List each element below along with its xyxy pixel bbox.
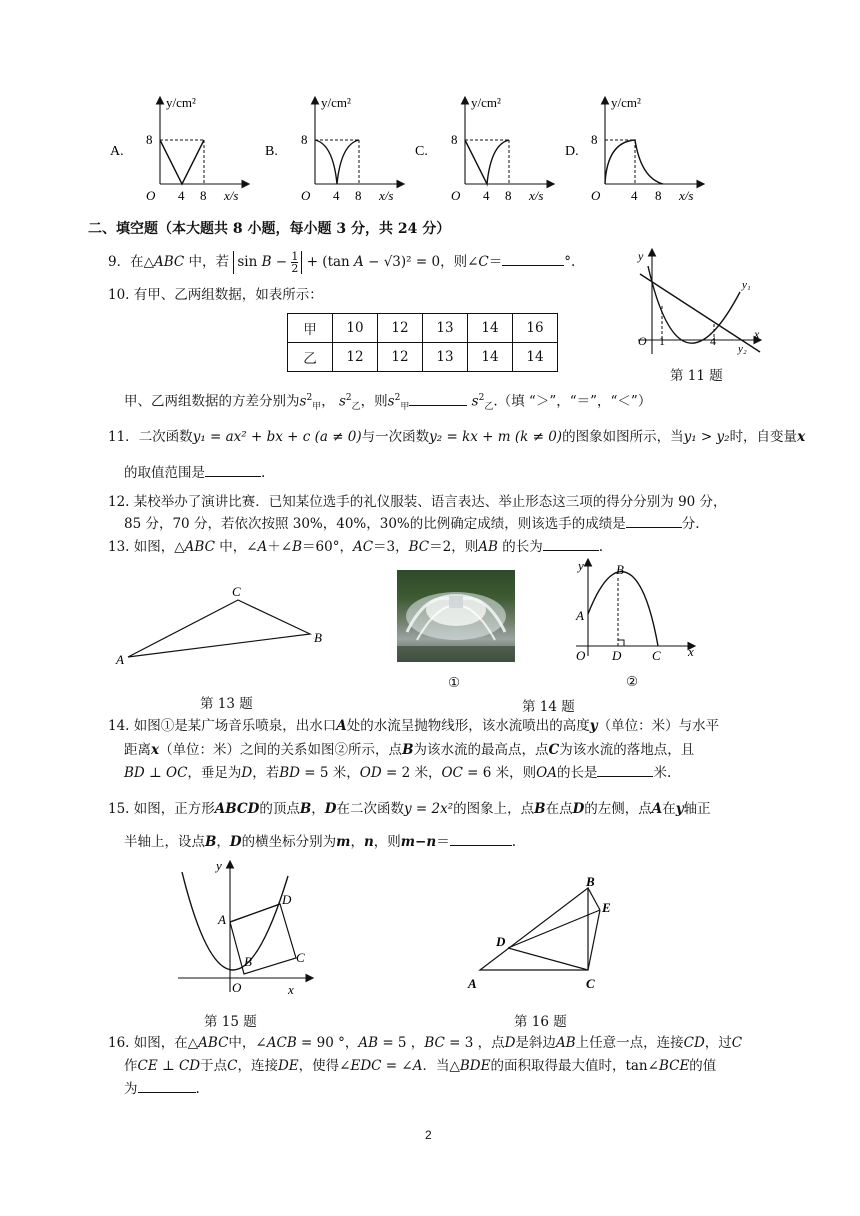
svg-text:B: B <box>244 954 252 969</box>
graph-label: ② <box>626 674 639 690</box>
figure-13-svg <box>110 580 340 680</box>
question-16-line3: 为 . <box>124 1081 200 1097</box>
figure-16 <box>466 872 616 1036</box>
figure-11-svg <box>630 244 770 384</box>
svg-text:x: x <box>688 644 694 659</box>
figure-15 <box>172 856 322 1036</box>
svg-text:A: A <box>116 652 124 667</box>
option-b-ylabel: y/cm² <box>321 95 351 110</box>
svg-text:4: 4 <box>178 188 185 203</box>
option-c-label: C. <box>415 144 428 159</box>
figure-11-caption: 第 11 题 <box>670 368 723 384</box>
figure-16-svg <box>466 872 616 997</box>
svg-text:E: E <box>602 900 611 915</box>
question-14-line2: 距离x（单位：米）之间的关系如图②所示，点B为该水流的最高点，点C为该水流的落地点，且 <box>124 742 695 758</box>
question-10-line2: 甲、乙两组数据的方差分别为$s^2_甲$， $s^2_乙$，则$s^2_甲$ $s^2_乙$.（填 “＞”，“＝”，“＜”） <box>124 393 652 413</box>
svg-text:x/s: x/s <box>379 188 394 203</box>
svg-text:y: y <box>216 858 222 873</box>
photo-label: ① <box>448 675 461 691</box>
page-number: 2 <box>425 1128 432 1142</box>
svg-text:4: 4 <box>333 188 340 203</box>
question-11-line2: 的取值范围是 . <box>124 465 266 481</box>
svg-text:O: O <box>146 188 156 203</box>
svg-text:A: A <box>576 608 584 623</box>
figure-15-svg <box>172 856 322 1001</box>
svg-text:O: O <box>301 188 311 203</box>
svg-text:x/s: x/s <box>529 188 544 203</box>
question-14: 14. 如图①是某广场音乐喷泉，出水口A处的水流呈抛物线形，该水流喷出的高度y（单位：米）与水平 <box>108 718 720 734</box>
option-a-label: A. <box>110 144 124 159</box>
svg-text:x: x <box>288 982 294 997</box>
svg-text:8: 8 <box>355 188 362 203</box>
svg-text:O: O <box>591 188 601 203</box>
option-a-graph <box>110 95 248 203</box>
svg-text:y: y <box>638 249 644 263</box>
svg-text:B: B <box>314 630 322 645</box>
figure-15-caption: 第 15 题 <box>204 1014 257 1030</box>
svg-text:D: D <box>282 892 292 907</box>
svg-text:1: 1 <box>659 334 665 348</box>
svg-text:4: 4 <box>631 188 638 203</box>
table-row: 乙 12 12 13 14 14 <box>288 343 558 372</box>
svg-text:B: B <box>586 874 595 889</box>
svg-text:O: O <box>232 980 242 995</box>
question-12: 12. 某校举办了演讲比赛．已知某位选手的礼仪服装、语言表达、举止形态这三项的得分分别为 90 分， <box>108 494 727 510</box>
svg-text:8: 8 <box>451 132 458 147</box>
figure-14-svg <box>566 556 706 666</box>
svg-text:x: x <box>754 327 760 341</box>
option-d-label: D. <box>565 144 579 159</box>
svg-text:8: 8 <box>301 132 308 147</box>
svg-text:x/s: x/s <box>679 188 694 203</box>
option-d-ylabel: y/cm² <box>611 95 641 110</box>
svg-text:y₁: y₁ <box>742 279 751 291</box>
svg-text:8: 8 <box>146 132 153 147</box>
option-c-ylabel: y/cm² <box>471 95 501 110</box>
question-9: 9．在△ABC 中，若 sin B − $\frac{1}{2}$ + (tan A − √3)² = 0，则∠C＝ °. <box>108 250 576 275</box>
svg-text:C: C <box>296 950 305 965</box>
svg-text:x/s: x/s <box>224 188 239 203</box>
svg-text:8: 8 <box>505 188 512 203</box>
svg-text:O: O <box>576 648 586 663</box>
question-12-line2: 85 分，70 分，若依次按照 30%，40%，30%的比例确定成绩，则该选手的成绩是 分. <box>124 516 700 532</box>
question-16-line2: 作CE ⊥ CD于点C，连接DE，使得∠EDC = ∠A．当△BDE的面积取得最大值时，tan∠BCE的值 <box>124 1058 717 1074</box>
option-a-ylabel: y/cm² <box>166 95 196 110</box>
figure-13-caption: 第 13 题 <box>200 696 253 712</box>
svg-text:A: A <box>468 976 477 991</box>
question-15-line2: 半轴上，设点B，D的横坐标分别为m，n，则m−n＝ . <box>124 834 516 850</box>
option-c-graph <box>415 95 553 203</box>
figure-14-caption: 第 14 题 <box>522 699 575 715</box>
figure-16-caption: 第 16 题 <box>514 1014 567 1030</box>
svg-text:O: O <box>451 188 461 203</box>
data-table <box>287 313 558 372</box>
svg-text:B: B <box>616 562 624 577</box>
svg-text:D: D <box>612 648 622 663</box>
option-d-graph <box>565 95 703 203</box>
question-13: 13. 如图，△ABC 中，∠A＋∠B＝60°，AC＝3，BC＝2，则AB 的长为 . <box>108 539 604 555</box>
svg-text:8: 8 <box>200 188 207 203</box>
question-11: 11．二次函数y₁ = ax² + bx + c (a ≠ 0)与一次函数y₂ = kx + m (k ≠ 0)的图象如图所示，当y₁ > y₂时，自变量x <box>108 429 806 445</box>
svg-text:D: D <box>496 934 506 949</box>
svg-text:8: 8 <box>655 188 662 203</box>
question-10: 10. 有甲、乙两组数据，如表所示： <box>108 287 323 303</box>
svg-text:C: C <box>586 976 595 991</box>
question-14-line3: BD ⊥ OC，垂足为D，若BD = 5 米，OD = 2 米，OC = 6 米，则OA的长是 米. <box>124 765 672 781</box>
figure-13 <box>110 580 340 710</box>
question-16: 16. 如图，在△ABC中，∠ACB = 90 °，AB = 5 ，BC = 3 ，点D是斜边AB上任意一点，连接CD，过C <box>108 1035 743 1051</box>
question-15: 15. 如图，正方形ABCD的顶点B，D在二次函数y = 2x²的图象上，点B在点D的左侧，点A在y轴正 <box>108 801 711 817</box>
svg-text:8: 8 <box>591 132 598 147</box>
svg-text:O: O <box>638 334 647 348</box>
svg-text:4: 4 <box>483 188 490 203</box>
svg-text:y₂: y₂ <box>738 343 747 355</box>
option-graphs-row <box>100 92 720 212</box>
table-row: 甲 10 12 13 14 16 <box>288 314 558 343</box>
svg-text:A: A <box>218 912 226 927</box>
figure-14-graph <box>566 556 706 690</box>
fountain-image <box>397 570 515 662</box>
fountain-photo <box>397 570 515 662</box>
section-heading: 二、填空题（本大题共 8 小题，每小题 3 分，共 24 分） <box>88 221 451 237</box>
figure-11 <box>630 244 770 384</box>
option-graphs-svg <box>100 92 720 212</box>
svg-text:C: C <box>232 584 241 599</box>
svg-text:C: C <box>652 648 661 663</box>
svg-text:4: 4 <box>710 334 716 348</box>
option-b-graph <box>265 95 403 203</box>
svg-text:y: y <box>578 558 584 573</box>
option-b-label: B. <box>265 144 278 159</box>
